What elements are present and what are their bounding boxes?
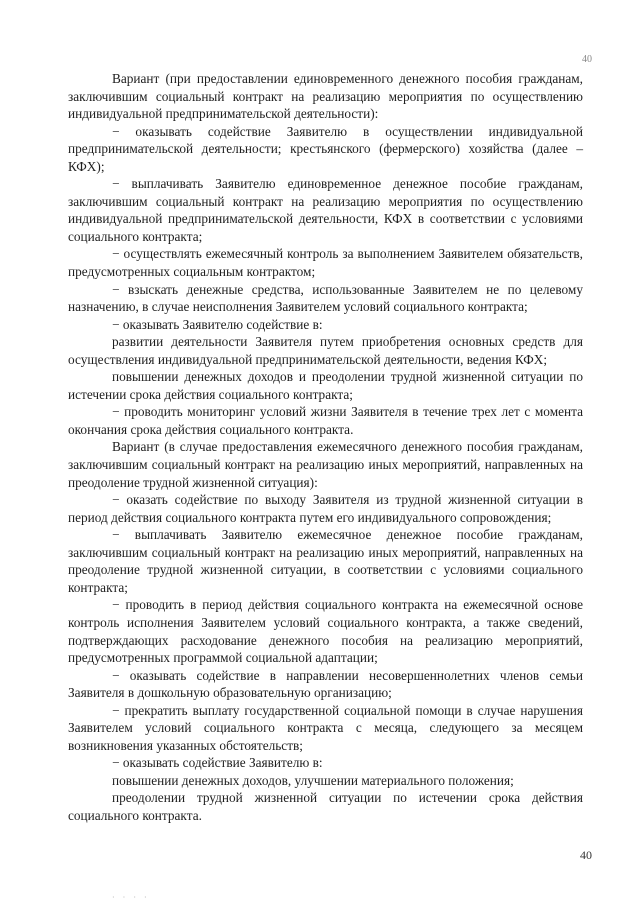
page-number-top: 40 — [582, 54, 592, 65]
paragraph-pay-monthly: − выплачивать Заявителю ежемесячное денежное пособие гражданам, заключившим социальный контракт на реализацию иных мероприятий, направленных на преодоление трудной жизненной ситуации, в соответствии с условиями социального контракта; — [68, 527, 583, 595]
paragraph-variant-monthly: Вариант (в случае предоставления ежемесячного денежного пособия гражданам, заключившим социальный контракт на реализацию иных мероприятий, направленных на преодоление трудной жизненной ситуация): — [68, 439, 583, 490]
document-body — [68, 70, 583, 825]
paragraph-assist-applicant-in: − оказывать содействие Заявителю в: — [112, 755, 323, 771]
paragraph-assist-exit: − оказать содействие по выходу Заявителя из трудной жизненной ситуации в период действия социального контракта путем его индивидуального сопровождения; — [68, 492, 583, 525]
page-number-bottom: 40 — [580, 848, 592, 862]
scan-artifact: · · · · — [112, 893, 150, 902]
paragraph-assist-in: − оказывать Заявителю содействие в: — [112, 316, 323, 332]
paragraph-monitoring: − проводить мониторинг условий жизни Заявителя в течение трех лет с момента окончания срока действия социального контракта. — [68, 404, 583, 437]
paragraph-increase-income: повышении денежных доходов и преодолении трудной жизненной ситуации по истечении срока действия социального контракта; — [68, 369, 583, 402]
paragraph-pay-lump-sum: − выплачивать Заявителю единовременное денежное пособие гражданам, заключившим социальный контракт на реализацию мероприятия по осуществлению индивидуальной предпринимательской деятельности, КФХ в соответствии с условиями социального контракта; — [68, 176, 583, 244]
paragraph-overcome-situation: преодолении трудной жизненной ситуации по истечении срока действия социального контракта. — [68, 790, 583, 823]
paragraph-develop-activity: развитии деятельности Заявителя путем приобретения основных средств для осуществления индивидуальной предпринимательской деятельности, ведения КФХ; — [68, 334, 583, 367]
paragraph-stop-payment: − прекратить выплату государственной социальной помощи в случае нарушения Заявителем условий социального контракта с месяца, следующего за месяцем возникновения указанных обстоятельств; — [68, 702, 583, 753]
paragraph-preschool: − оказывать содействие в направлении несовершеннолетних членов семьи Заявителя в дошкольную образовательную организацию; — [68, 667, 583, 701]
paragraph-recover-funds: − взыскать денежные средства, использованные Заявителем не по целевому назначению, в случае неисполнения Заявителем условий социального контракта; — [68, 281, 583, 315]
paragraph-improve-income: повышении денежных доходов, улучшении материального положения; — [112, 772, 514, 788]
paragraph-assist-entrepreneurship: − оказывать содействие Заявителю в осуществлении индивидуальной предпринимательской деятельности; крестьянского (фермерского) хозяйства (далее – КФХ); — [68, 123, 583, 174]
paragraph-variant-lump-sum: Вариант (при предоставлении единовременного денежного пособия гражданам, заключившим социальный контракт на реализацию мероприятия по осуществлению индивидуальной предпринимательской деятельности): — [68, 71, 583, 122]
paragraph-monthly-monitoring: − проводить в период действия социального контракта на ежемесячной основе контроль исполнения Заявителем условий социального контракта, а также сведений, подтверждающих расходование денежного пособия на реализацию мероприятий, предусмотренных программой социальной адаптации; — [68, 597, 583, 666]
paragraph-monthly-control: − осуществлять ежемесячный контроль за выполнением Заявителем обязательств, предусмотренных социальным контрактом; — [68, 246, 583, 280]
